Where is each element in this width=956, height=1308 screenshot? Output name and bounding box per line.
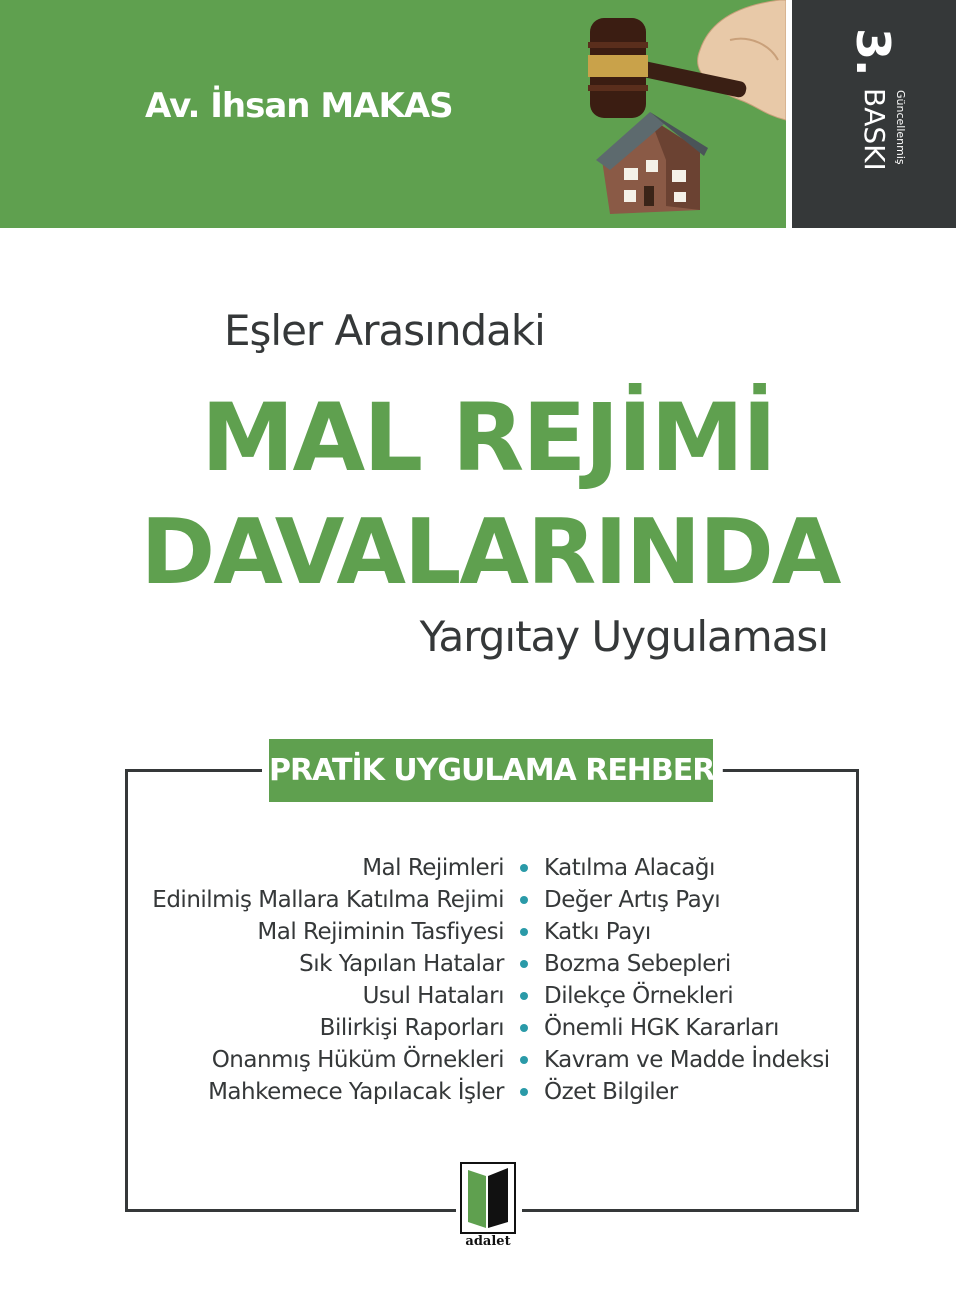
topic-left: Usul Hataları <box>362 983 504 1009</box>
topic-left: Mahkemece Yapılacak İşler <box>208 1079 504 1105</box>
title-line-1: MAL REJİMİ <box>201 384 775 493</box>
bullet-icon <box>520 896 528 904</box>
bullet-icon <box>520 960 528 968</box>
topic-left: Onanmış Hüküm Örnekleri <box>211 1047 504 1073</box>
bullet-icon <box>520 1088 528 1096</box>
gavel-and-house-icon <box>580 0 786 214</box>
book-logo-graphic <box>462 1164 514 1232</box>
publisher-logo <box>456 1162 522 1252</box>
topic-left: Sık Yapılan Hatalar <box>299 951 504 977</box>
topic-row <box>130 1044 850 1076</box>
bullet-icon <box>520 864 528 872</box>
topic-row <box>130 1076 850 1108</box>
topics-list <box>130 852 850 1108</box>
topic-left: Mal Rejiminin Tasfiyesi <box>257 919 504 945</box>
topic-right: Dilekçe Örnekleri <box>544 983 734 1009</box>
topic-row <box>130 948 850 980</box>
topic-right: Bozma Sebepleri <box>544 951 731 977</box>
topic-row <box>130 884 850 916</box>
topic-left: Edinilmiş Mallara Katılma Rejimi <box>152 887 504 913</box>
subtitle-top: Eşler Arasındaki <box>224 306 545 355</box>
bullet-icon <box>520 992 528 1000</box>
bullet-icon <box>520 1024 528 1032</box>
topic-row <box>130 980 850 1012</box>
author-name: Av. İhsan MAKAS <box>145 86 453 126</box>
edition-label: BASKI <box>858 88 891 171</box>
topic-right: Katılma Alacağı <box>544 855 715 881</box>
edition-note: Güncellenmiş <box>894 90 907 165</box>
topic-row <box>130 852 850 884</box>
topic-left: Mal Rejimleri <box>362 855 504 881</box>
topic-right: Önemli HGK Kararları <box>544 1015 779 1041</box>
topic-row <box>130 916 850 948</box>
topic-right: Katkı Payı <box>544 919 651 945</box>
book-logo-icon <box>460 1162 516 1234</box>
topic-row <box>130 1012 850 1044</box>
topic-right: Özet Bilgiler <box>544 1079 678 1105</box>
topic-right: Değer Artış Payı <box>544 887 721 913</box>
practice-guide-badge: PRATİK UYGULAMA REHBERİ <box>269 739 713 802</box>
topic-left: Bilirkişi Raporları <box>319 1015 504 1041</box>
edition-number: 3. <box>846 28 900 76</box>
bullet-icon <box>520 928 528 936</box>
publisher-name: adalet <box>465 1234 511 1249</box>
subtitle-bottom: Yargıtay Uygulaması <box>419 612 828 661</box>
title-line-2: DAVALARINDA <box>140 500 840 605</box>
bullet-icon <box>520 1056 528 1064</box>
edition-block <box>792 0 956 228</box>
topic-right: Kavram ve Madde İndeksi <box>544 1047 830 1073</box>
